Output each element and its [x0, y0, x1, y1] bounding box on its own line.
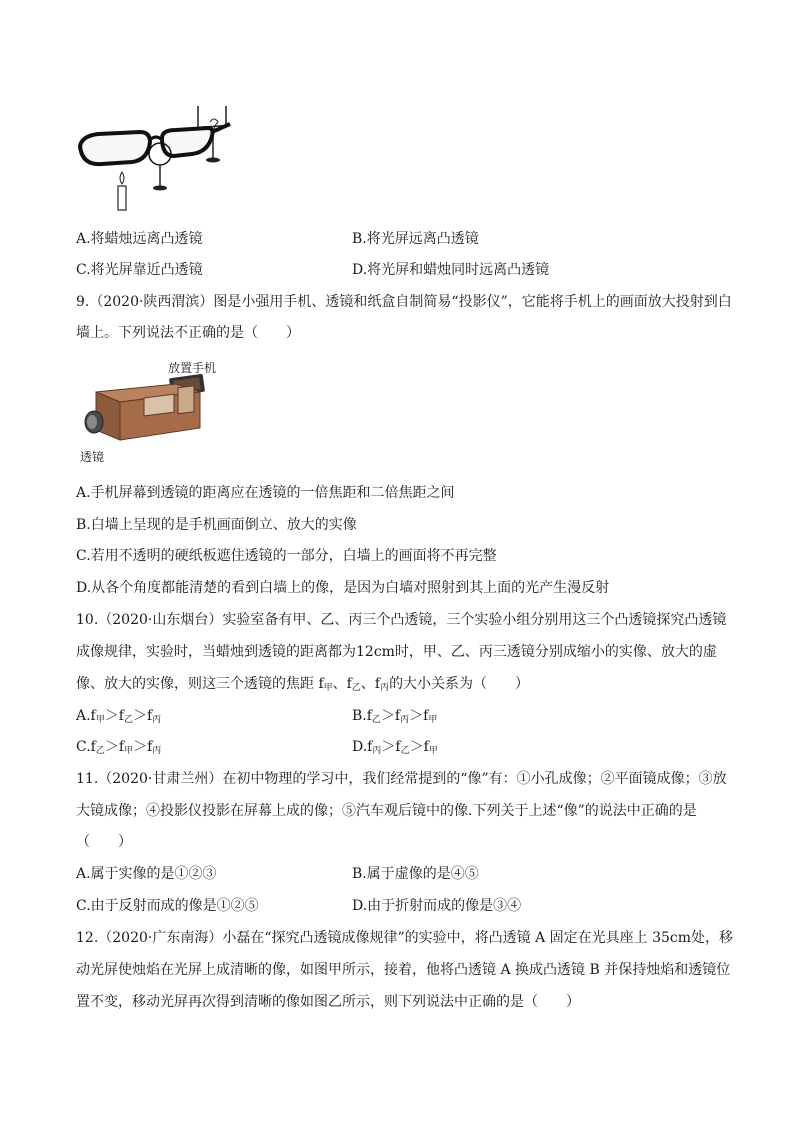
q12-stem-line1: 12.（2020·广东南海）小磊在“探究凸透镜成像规律”的实验中，将凸透镜 A 固定在光具座上 35cm处，移 — [76, 930, 734, 946]
q10-stem-line1: 10.（2020·山东烟台）实验室备有甲、乙、丙三个凸透镜，三个实验小组分别用这三个凸透镜探究凸透镜 — [76, 612, 727, 628]
q10-option-a: $A.f_甲>f_乙>f_丙$ — [76, 708, 162, 725]
q10-option-d: $D.f_丙>f_乙>f_甲$ — [352, 739, 438, 756]
lens-label: 透镜 — [80, 450, 105, 464]
q8-option-d: D.将光屏和蜡烛同时远离凸透镜 — [352, 262, 550, 278]
q9-option-c: C.若用不透明的硬纸板遮住透镜的一部分，白墙上的画面将不再完整 — [76, 548, 497, 564]
cardboard-projector-figure — [78, 374, 218, 444]
q9-option-b: B.白墙上呈现的是手机画面倒立、放大的实像 — [76, 517, 357, 533]
q9-option-d: D.从各个角度都能清楚的看到白墙上的像，是因为白墙对照射到其上面的光产生漫反射 — [76, 580, 610, 596]
q12-stem-line2: 动光屏使烛焰在光屏上成清晰的像，如图甲所示，接着，他将凸透镜 A 换成凸透镜 B 并保持烛焰和透镜位 — [76, 962, 731, 978]
q11-option-c: C.由于反射而成的像是①②⑤ — [76, 898, 259, 914]
q8-option-c: C.将光屏靠近凸透镜 — [76, 262, 203, 278]
q10-stem-line3: 像、放大的实像，则这三个透镜的焦距 $f_甲$、$f_乙$、$f_丙$的大小关系为（ ） — [76, 676, 530, 693]
glasses-candle-screen-figure — [76, 106, 236, 214]
phone-placement-label: 放置手机 — [168, 361, 217, 375]
q9-stem-line1: 9.（2020·陕西渭滨）图是小强用手机、透镜和纸盒自制简易“投影仪”，它能将手机上的画面放大投射到白 — [76, 294, 732, 310]
q10-stem-line2: 成像规律，实验时，当蜡烛到透镜的距离都为12cm时，甲、乙、丙三透镜分别成缩小的实像、放大的虚 — [76, 644, 717, 660]
q10-option-c: $C.f_乙>f_甲>f_丙$ — [76, 739, 162, 756]
q11-stem-line3: （ ） — [76, 834, 132, 850]
q8-option-a: A.将蜡烛远离凸透镜 — [76, 231, 203, 247]
q11-stem-line1: 11.（2020·甘肃兰州）在初中物理的学习中，我们经常提到的“像”有：①小孔成像；②平面镜成像；③放 — [76, 771, 727, 787]
q8-option-b: B.将光屏远离凸透镜 — [352, 231, 479, 247]
q11-option-d: D.由于折射而成的像是③④ — [352, 898, 522, 914]
q9-stem-line2: 墙上。下列说法不正确的是（ ） — [76, 325, 300, 341]
q11-option-b: B.属于虚像的是④⑤ — [352, 866, 479, 882]
q9-option-a: A.手机屏幕到透镜的距离应在透镜的一倍焦距和二倍焦距之间 — [76, 485, 455, 501]
q10-option-b: $B.f_乙>f_丙>f_甲$ — [352, 708, 438, 725]
q11-option-a: A.属于实像的是①②③ — [76, 866, 217, 882]
q12-stem-line3: 置不变，移动光屏再次得到清晰的像如图乙所示，则下列说法中正确的是（ ） — [76, 994, 580, 1010]
q11-stem-line2: 大镜成像；④投影仪投影在屏幕上成的像；⑤汽车观后镜中的像.下列关于上述“像”的说法中正确的是 — [76, 803, 697, 819]
